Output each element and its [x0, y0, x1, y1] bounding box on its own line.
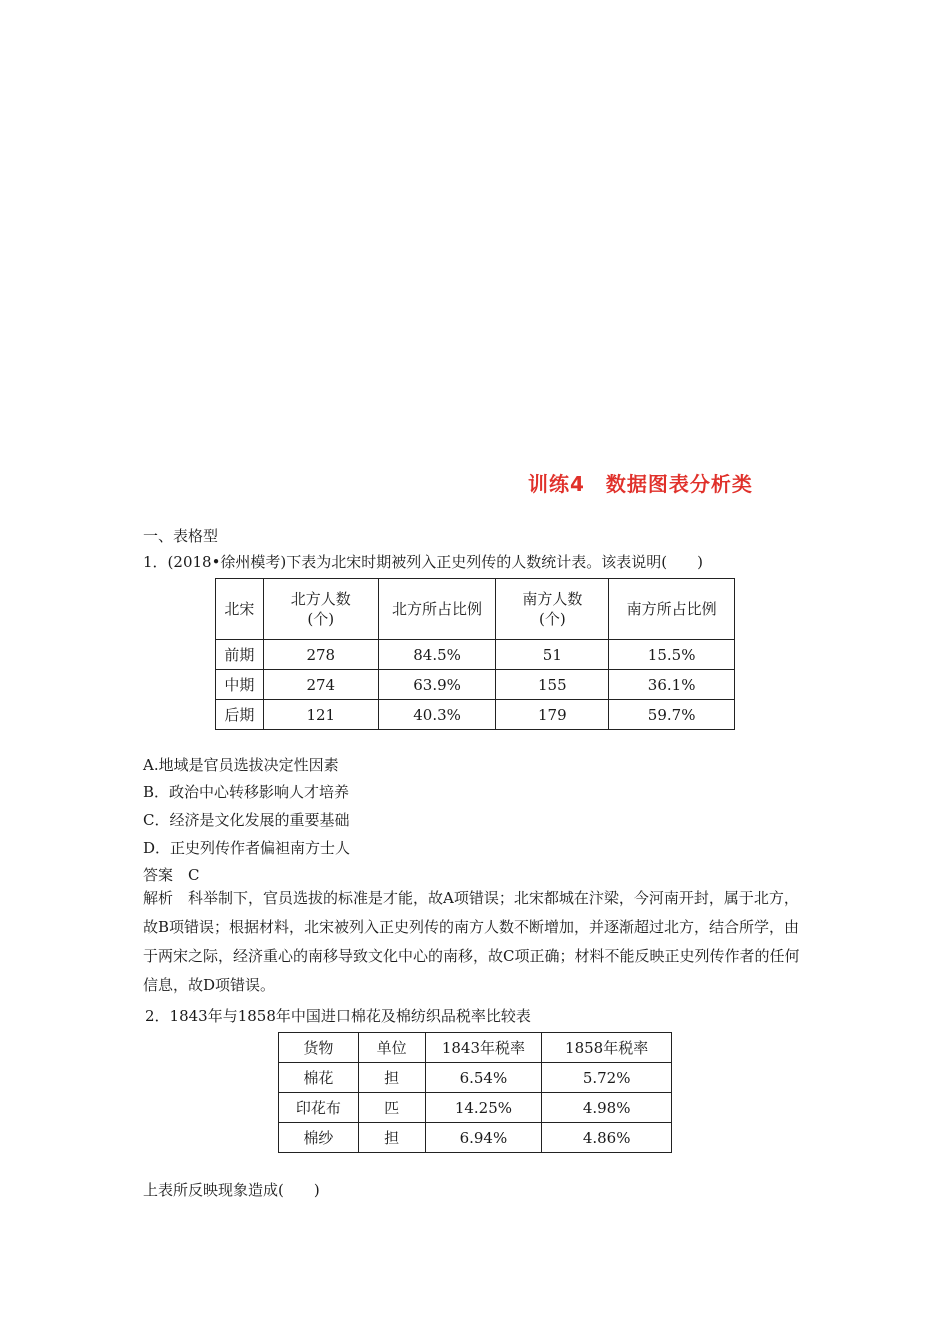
table-row	[216, 670, 735, 700]
table-cell: 6.54%	[425, 1063, 542, 1093]
table-cell: 51	[496, 640, 609, 670]
table-header-cell: 1858年税率	[542, 1033, 672, 1063]
table-cell: 后期	[216, 700, 264, 730]
table-cell: 40.3%	[378, 700, 496, 730]
table-header-cell: 货物	[279, 1033, 359, 1063]
option-b: B．政治中心转移影响人才培养	[143, 783, 350, 801]
table-cell: 274	[263, 670, 378, 700]
table-row	[279, 1093, 672, 1123]
table-header-cell: 单位	[358, 1033, 425, 1063]
table-cell: 匹	[358, 1093, 425, 1123]
table-row	[216, 640, 735, 670]
table-cell: 棉纱	[279, 1123, 359, 1153]
option-c: C．经济是文化发展的重要基础	[143, 811, 350, 829]
table-header-cell: 南方所占比例	[609, 579, 735, 640]
table-cell: 84.5%	[378, 640, 496, 670]
section-heading: 一、表格型	[143, 527, 219, 545]
table-cell: 4.98%	[542, 1093, 672, 1123]
table-row	[279, 1123, 672, 1153]
table-cell: 36.1%	[609, 670, 735, 700]
table-header-row	[279, 1033, 672, 1063]
table-header-cell: 北宋	[216, 579, 264, 640]
page-title: 训练4 数据图表分析类	[528, 472, 753, 496]
table-cell: 担	[358, 1063, 425, 1093]
north-south-stats-table	[215, 578, 735, 730]
table-cell: 14.25%	[425, 1093, 542, 1123]
answer: 答案 C	[143, 866, 200, 884]
table-cell: 63.9%	[378, 670, 496, 700]
table-header-cell: 1843年税率	[425, 1033, 542, 1063]
tariff-comparison-table	[278, 1032, 672, 1153]
option-d: D．正史列传作者偏袒南方士人	[143, 839, 351, 857]
table-cell: 179	[496, 700, 609, 730]
table-cell: 前期	[216, 640, 264, 670]
table-cell: 278	[263, 640, 378, 670]
table-cell: 6.94%	[425, 1123, 542, 1153]
table-cell: 担	[358, 1123, 425, 1153]
table-header-row	[216, 579, 735, 640]
question-1-stem: 1．(2018•徐州模考)下表为北宋时期被列入正史列传的人数统计表。该表说明( )	[143, 553, 703, 571]
table-cell: 中期	[216, 670, 264, 700]
table-cell: 15.5%	[609, 640, 735, 670]
question-2-followup: 上表所反映现象造成( )	[143, 1181, 320, 1199]
table-cell: 棉花	[279, 1063, 359, 1093]
option-a: A.地域是官员选拔决定性因素	[143, 756, 339, 774]
table-cell: 121	[263, 700, 378, 730]
table-cell: 5.72%	[542, 1063, 672, 1093]
table-cell: 155	[496, 670, 609, 700]
table-cell: 4.86%	[542, 1123, 672, 1153]
explanation: 解析 科举制下，官员选拔的标准是才能，故A项错误；北宋都城在汴梁，今河南开封，属于北方，故B项错误；根据材料，北宋被列入正史列传的南方人数不断增加，并逐渐超过北方，结合所学，由于两宋之际，经济重心的南移导致文化中心的南移，故C项正确；材料不能反映正史列传作者的任何信息，故D项错误。	[143, 889, 800, 994]
table-header-cell: 北方所占比例	[378, 579, 496, 640]
table-header-cell: 北方人数(个)	[263, 579, 378, 640]
table-row	[279, 1063, 672, 1093]
table-row	[216, 700, 735, 730]
table-header-cell: 南方人数(个)	[496, 579, 609, 640]
question-2-stem: 2．1843年与1858年中国进口棉花及棉纺织品税率比较表	[145, 1007, 531, 1025]
table-cell: 59.7%	[609, 700, 735, 730]
table-cell: 印花布	[279, 1093, 359, 1123]
